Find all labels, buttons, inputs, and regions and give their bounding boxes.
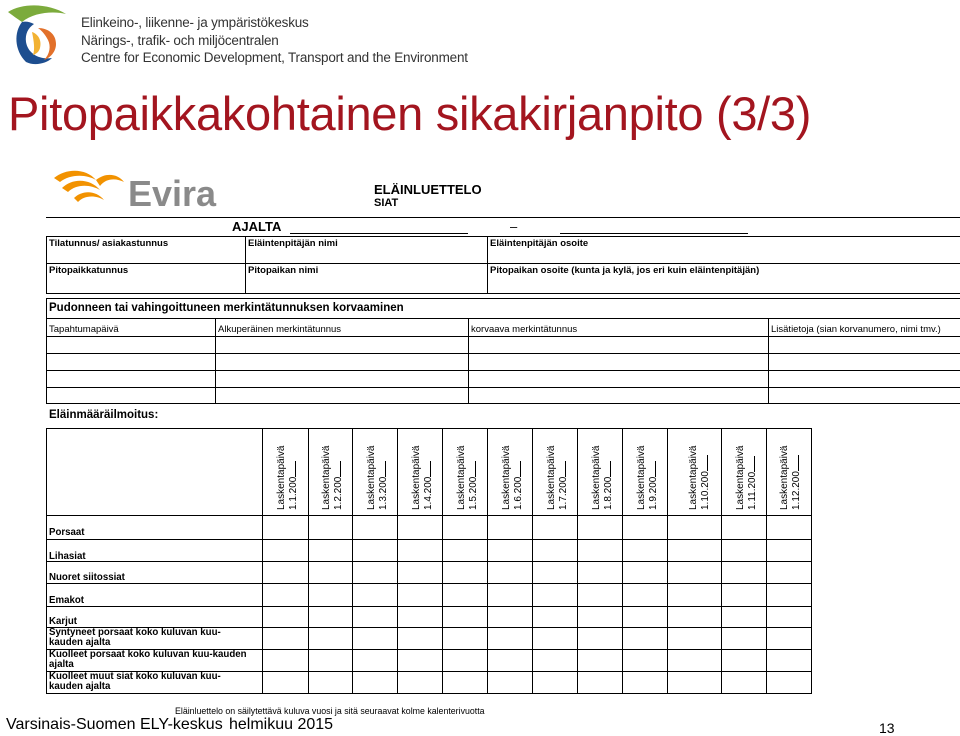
label-pitopaikan-nimi: Pitopaikan nimi [248,265,319,276]
label-elaintenpitajan-nimi: Eläintenpitäjän nimi [248,238,338,249]
organization-name [81,14,468,67]
ely-logo [4,2,70,68]
org-line-en: Centre for Economic Development, Transport and the Environment [81,50,468,65]
label-pitopaikkatunnus: Pitopaikkatunnus [49,265,129,276]
replacement-title: Pudonneen tai vahingoittuneen merkintätunnuksen korvaaminen [49,302,404,314]
row-lihasiat: Lihasiat [49,551,86,562]
form-subtitle: SIAT [374,197,399,209]
date-col-8: Laskentapäivä 1.8.200 [591,445,614,510]
col-lisatietoja: Lisätietoja (sian korvanumero, nimi tmv.) [771,324,941,335]
retention-note: Eläinluettelo on säilytettävä kuluva vuosi ja sitä seuraavat kolme kalenterivuotta [175,706,485,716]
row-kuolleet-porsaat: Kuolleet porsaat koko kuluvan kuu-kauden ajalta [49,649,247,670]
period-end-field[interactable] [560,233,748,234]
label-pitopaikan-osoite: Pitopaikan osoite (kunta ja kylä, jos eri kuin eläintenpitäjän) [490,265,760,276]
org-line-fi: Elinkeino-, liikenne- ja ympäristökeskus [81,15,309,30]
elainluettelo-form [0,160,960,720]
row-emakot: Emakot [49,595,84,606]
col-alkuperainen: Alkuperäinen merkintätunnus [218,324,342,335]
count-title: Eläinmääräilmoitus: [49,409,159,421]
period-label: AJALTA [232,219,282,234]
org-line-sv: Närings-, trafik- och miljöcentralen [81,32,279,48]
period-dash: – [510,219,518,234]
label-tilatunnus: Tilatunnus/ asiakastunnus [49,238,169,249]
row-kuolleet-muut-siat: Kuolleet muut siat koko kuluvan kuu-kauden ajalta [49,671,221,692]
date-col-2: Laskentapäivä 1.2.200 [321,445,344,510]
date-col-6: Laskentapäivä 1.6.200 [501,445,524,510]
date-col-11: Laskentapäivä 1.11.200 [735,445,758,510]
slide-title: Pitopaikkakohtainen sikakirjanpito (3/3) [8,87,812,140]
row-karjut: Karjut [49,616,77,627]
date-col-3: Laskentapäivä 1.3.200 [366,445,389,510]
date-col-10: Laskentapäivä 1.10.200 [688,445,711,510]
page-number: 13 [879,720,895,736]
footer-date: helmikuu 2015 [229,716,334,733]
date-col-9: Laskentapäivä 1.9.200 [636,445,659,510]
evira-logo [52,164,230,216]
row-syntyneet-porsaat: Syntyneet porsaat koko kuluvan kuu-kauden ajalta [49,627,221,648]
date-col-7: Laskentapäivä 1.7.200 [546,445,569,510]
row-porsaat: Porsaat [49,527,85,538]
evira-wordmark: Evira [128,173,217,214]
date-col-4: Laskentapäivä 1.4.200 [411,445,434,510]
col-tapahtumapaiva: Tapahtumapäivä [49,324,119,335]
date-col-1: Laskentapäivä 1.1.200 [276,445,299,510]
period-start-field[interactable] [290,233,468,234]
date-col-12: Laskentapäivä 1.12.200 [779,445,802,510]
date-col-5: Laskentapäivä 1.5.200 [456,445,479,510]
row-nuoret-siitossiat: Nuoret siitossiat [49,572,125,583]
footer-organization: Varsinais-Suomen ELY-keskus [6,716,223,733]
form-title: ELÄINLUETTELO [374,182,482,197]
label-elaintenpitajan-osoite: Eläintenpitäjän osoite [490,238,589,249]
col-korvaava: korvaava merkintätunnus [471,324,578,335]
